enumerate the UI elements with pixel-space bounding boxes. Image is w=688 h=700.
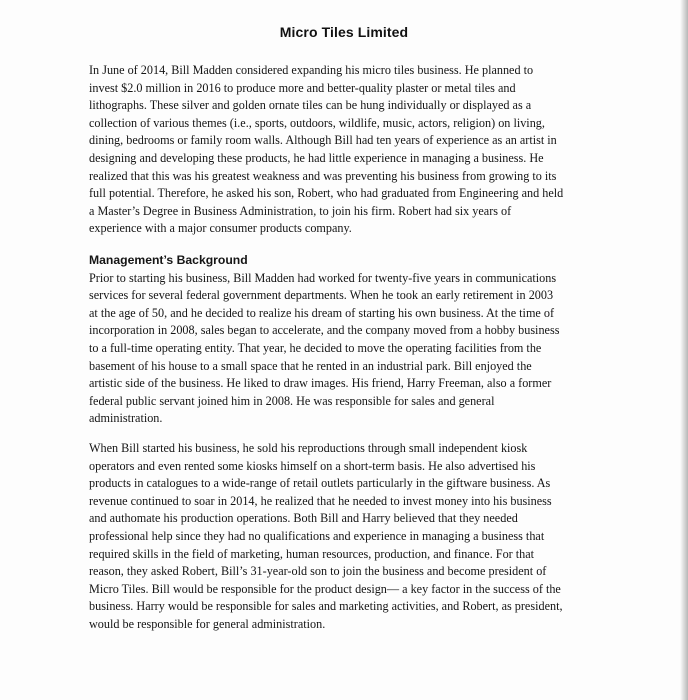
section-management-background — [89, 252, 601, 428]
text-line: Micro Tiles. Bill would be responsible for the product design— a key factor in the success of the — [89, 581, 561, 596]
text-line: collection of various themes (i.e., sports, outdoors, wildlife, music, actors, religion) on living, — [89, 115, 545, 130]
text-line: When Bill started his business, he sold his reproductions through small independent kiosk — [89, 441, 528, 455]
text-line: business. Harry would be responsible for sales and marketing activities, and Robert, as president, — [89, 599, 563, 614]
text-line: services for several federal government departments. When he took an early retirement in 2003 — [89, 288, 554, 303]
text-line: administration. — [89, 411, 163, 426]
paragraph-management — [89, 270, 601, 428]
text-line: federal public servant joined him in 2008. He was responsible for sales and general — [89, 393, 495, 408]
text-line: experience with a major consumer products company. — [89, 221, 352, 236]
text-line: full potential. Therefore, he asked his son, Robert, who had graduated from Engineering and held — [89, 186, 564, 201]
text-line: would be responsible for general administration. — [89, 616, 326, 631]
text-line: In June of 2014, Bill Madden considered expanding his micro tiles business. He planned to — [89, 63, 534, 77]
text-line: and authomate his production operations. Both Bill and Harry believed that they needed — [89, 511, 518, 526]
text-line: professional help since they had no qualifications and experience in managing a business that — [89, 528, 545, 543]
text-line: operators and even rented some kiosks himself on a short-term basis. He also advertised his — [89, 458, 536, 473]
section-heading: Management’s Background — [89, 253, 248, 267]
text-line: to a full-time operating entity. That year, he decided to move the operating facilities from the — [89, 340, 542, 355]
text-line: reason, they asked Robert, Bill’s 31-year-old son to join the business and become president of — [89, 564, 547, 579]
text-line: designing and developing these products, he had little experience in managing a business. He — [89, 150, 544, 165]
text-line: incorporation in 2008, sales began to accelerate, and the company moved from a hobby business — [89, 323, 560, 338]
text-line: products in catalogues to a wide-range of retail outlets particularly in the giftware business. As — [89, 476, 551, 491]
text-line: basement of his house to a small space that he rented in an industrial park. Bill enjoyed the — [89, 358, 532, 373]
document-title: Micro Tiles Limited — [279, 24, 409, 40]
text-line: at the age of 50, and he decided to realize his dream of starting his own business. At the time of — [89, 305, 555, 320]
text-line: revenue continued to soar in 2014, he realized that he needed to invest money into his business — [89, 493, 552, 508]
paragraph-business-growth — [89, 440, 601, 634]
text-line: Prior to starting his business, Bill Madden had worked for twenty-five years in communications — [89, 270, 557, 285]
page-edge-shadow — [680, 0, 688, 700]
text-line: realized that this was his greatest weakness and was preventing his business from growing to its — [89, 168, 557, 183]
text-line: lithographs. These silver and golden ornate tiles can be hung individually or displayed as a — [89, 98, 532, 113]
text-line: artistic side of the business. He liked to draw images. His friend, Harry Freeman, also a former — [89, 376, 552, 391]
paragraph-intro — [89, 62, 601, 238]
text-line: required skills in the field of marketing, human resources, production, and finance. For that — [89, 546, 535, 561]
text-line: a Master’s Degree in Business Administration, to join his firm. Robert had six years of — [89, 203, 512, 218]
text-line: dining, bedrooms or family room walls. Although Bill had ten years of experience as an artist in — [89, 133, 557, 148]
text-line: invest $2.0 million in 2016 to produce more and better-quality plaster or metal tiles and — [89, 80, 516, 95]
